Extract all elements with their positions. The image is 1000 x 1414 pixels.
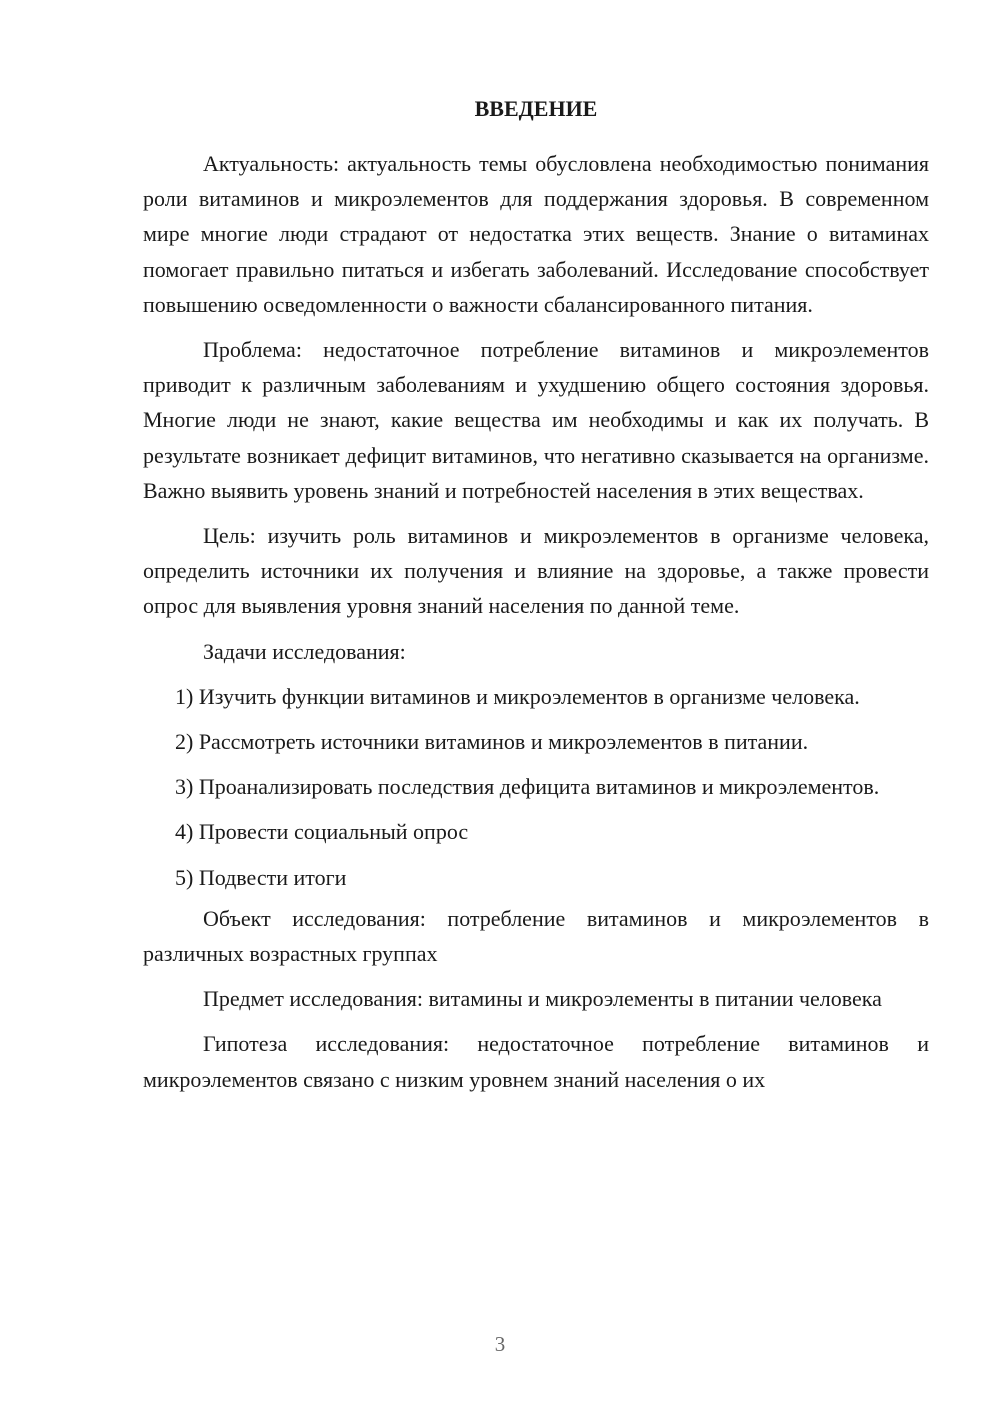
task-item-2: 2) Рассмотреть источники витаминов и микроэлементов в питании. [175, 729, 809, 755]
paragraph-object: Объект исследования: потребление витаминов и микроэлементов в различных возрастных группах [143, 905, 929, 967]
task-item-1: 1) Изучить функции витаминов и микроэлементов в организме человека. [175, 683, 860, 709]
paragraph-hypothesis: Гипотеза исследования: недостаточное потребление витаминов и микроэлементов связано с низким уровнем знаний населения о их [143, 1031, 929, 1092]
task-item-5: 5) Подвести итоги [175, 864, 347, 890]
task-item-4: 4) Провести социальный опрос [175, 819, 469, 845]
paragraph-relevance: Актуальность: актуальность темы обусловлена необходимостью понимания роли витаминов и микроэлементов для поддержания здоровья. В современном мире многие люди страдают от недостатка этих веществ. Знание о витаминах помогает правильно питаться и избегать заболеваний. Исследование способствует повышению осведомленности о важности сбалансированного питания. [143, 151, 929, 317]
paragraph-problem: Проблема: недостаточное потребление витаминов и микроэлементов приводит к различным заболеваниям и ухудшению общего состояния здоровья. Многие люди не знают, какие вещества им необходимы и как их получать. В результате возникает дефицит витаминов, что негативно сказывается на организме. Важно выявить уровень знаний и потребностей населения в этих веществах. [143, 337, 929, 503]
section-title: ВВЕДЕНИЕ [474, 96, 598, 121]
paragraph-subject: Предмет исследования: витамины и микроэлементы в питании человека [203, 986, 882, 1012]
paragraph-goal: Цель: изучить роль витаминов и микроэлементов в организме человека, определить источники их получения и влияние на здоровье, а также провести опрос для выявления уровня знаний населения по данной теме. [143, 523, 929, 619]
paragraph-tasks-heading: Задачи исследования: [203, 638, 406, 664]
task-item-3: 3) Проанализировать последствия дефицита витаминов и микроэлементов. [175, 774, 880, 800]
document-page [143, 92, 929, 1107]
page-number: 3 [494, 1332, 506, 1356]
